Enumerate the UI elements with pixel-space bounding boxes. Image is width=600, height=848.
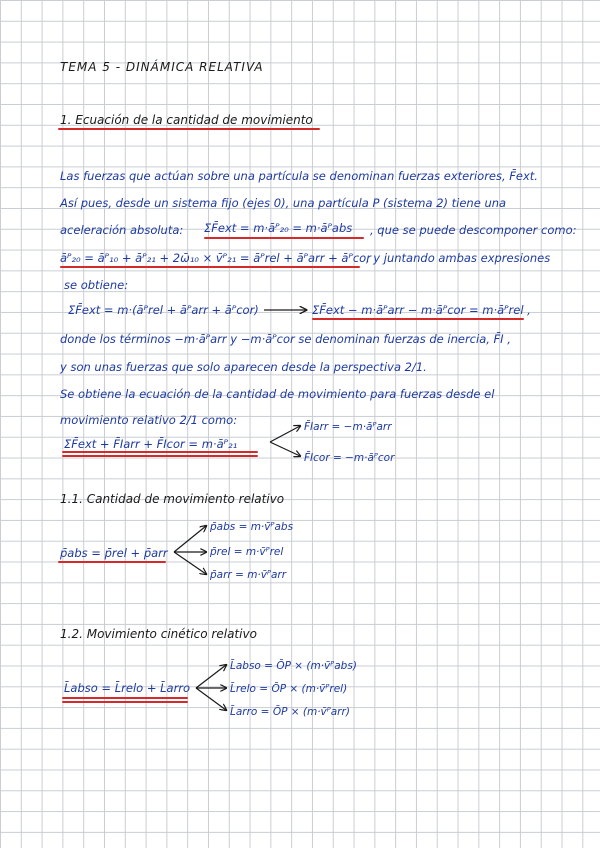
equation-absolute-acceleration: ΣF̄ext = m·āᴾ₂₀ = m·āᴾabs <box>204 221 353 235</box>
equation-sum-forces: ΣF̄ext = m·(āᴾrel + āᴾarr + āᴾcor) <box>68 303 259 317</box>
branch-l-rel: L̄relo = ŌP × (m·v̄ᴾrel) <box>230 683 348 695</box>
branch-inertia-cor: F̄Icor = −m·āᴾcor <box>304 452 395 464</box>
section-heading-1-2: 1.2. Movimiento cinético relativo <box>60 627 257 641</box>
section-heading-1-1: 1.1. Cantidad de movimiento relativo <box>60 492 285 506</box>
branch-arrows-inertia <box>270 426 300 456</box>
equation-momentum-relative: ΣF̄ext + F̄Iarr + F̄Icor = m·āᴾ₂₁ <box>64 437 238 451</box>
branch-arrows-angular <box>196 665 226 710</box>
text-line: Las fuerzas que actúan sobre una partícula se denominan fuerzas exteriores, F̄ext. <box>60 169 538 183</box>
branch-l-arr: L̄arro = ŌP × (m·v̄ᴾarr) <box>230 706 350 718</box>
text-line: Así pues, desde un sistema fijo (ejes 0), una partícula P (sistema 2) tiene una <box>60 196 507 210</box>
text-line: movimiento relativo 2/1 como: <box>60 413 238 427</box>
branch-l-abs: L̄abso = ŌP × (m·v̄ᴾabs) <box>230 660 357 672</box>
text-line: , y juntando ambas expresiones <box>366 251 551 265</box>
branch-p-arr: p̄arr = m·v̄ᴾarr <box>210 569 287 581</box>
branch-inertia-arr: F̄Iarr = −m·āᴾarr <box>304 421 392 433</box>
section-heading-1: 1. Ecuación de la cantidad de movimiento <box>60 113 313 127</box>
text-line: donde los términos −m·āᴾarr y −m·āᴾcor se denominan fuerzas de inercia, F̄I , <box>60 332 511 346</box>
text-line: y son unas fuerzas que solo aparecen desde la perspectiva 2/1. <box>60 360 427 374</box>
branch-p-rel: p̄rel = m·v̄ᴾrel <box>210 546 284 558</box>
text-line: Se obtiene la ecuación de la cantidad de movimiento para fuerzas desde el <box>60 387 495 401</box>
page-title: TEMA 5 - DINÁMICA RELATIVA <box>60 60 264 74</box>
equation-angular-momentum-sum: L̄abso = L̄relo + L̄arro <box>64 681 191 695</box>
equation-acceleration-decomposition: āᴾ₂₀ = āᴾ₁₀ + āᴾ₂₁ + 2ω̄₁₀ × v̄ᴾ₂₁ = āᴾrel + āᴾarr + āᴾcor <box>60 251 371 265</box>
branch-arrows-momentum <box>174 526 206 574</box>
equation-relative-forces: ΣF̄ext − m·āᴾarr − m·āᴾcor = m·āᴾrel , <box>312 303 531 317</box>
equation-momentum-sum: p̄abs = p̄rel + p̄arr <box>60 546 168 560</box>
text-line: se obtiene: <box>64 278 129 292</box>
text-line: aceleración absoluta: <box>60 223 184 237</box>
branch-p-abs: p̄abs = m·v̄ᴾabs <box>210 521 294 533</box>
text-line: , que se puede descomponer como: <box>370 223 577 237</box>
